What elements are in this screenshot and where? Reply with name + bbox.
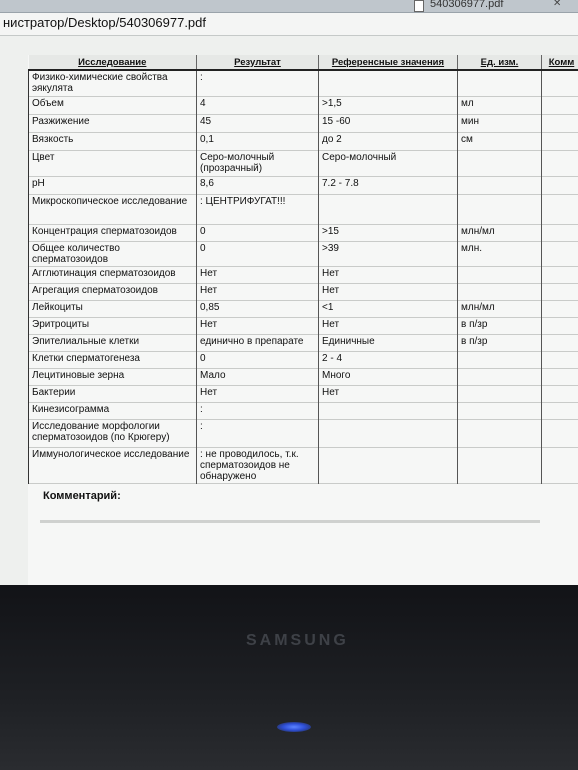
table-row xyxy=(29,266,578,283)
cell-comment xyxy=(542,334,578,351)
table-row xyxy=(29,283,578,300)
cell-reference: <1 xyxy=(319,300,458,317)
cell-comment xyxy=(542,241,578,266)
cell-name: pH xyxy=(29,176,197,194)
table-row xyxy=(29,132,578,150)
table-row xyxy=(29,224,578,241)
cell-name: Эпителиальные клетки xyxy=(29,334,197,351)
cell-name: Эритроциты xyxy=(29,317,197,334)
cell-reference: 2 - 4 xyxy=(319,351,458,368)
cell-name: Общее количество сперматозоидов xyxy=(29,241,197,266)
cell-name: Агрегация сперматозоидов xyxy=(29,283,197,300)
cell-unit xyxy=(458,150,542,176)
cell-name: Иммунологическое исследование xyxy=(29,447,197,483)
cell-reference: Нет xyxy=(319,317,458,334)
table-row xyxy=(29,334,578,351)
table-row xyxy=(29,150,578,176)
table-row xyxy=(29,317,578,334)
cell-result: Нет xyxy=(197,385,319,402)
cell-name: Вязкость xyxy=(29,132,197,150)
table-row xyxy=(29,194,578,224)
cell-unit xyxy=(458,176,542,194)
cell-comment xyxy=(542,224,578,241)
header-reference: Референсные значения xyxy=(319,55,458,70)
cell-name: Исследование морфологии сперматозоидов (по Крюгеру) xyxy=(29,419,197,447)
cell-unit xyxy=(458,402,542,419)
cell-unit: млн/мл xyxy=(458,224,542,241)
cell-name: Микроскопическое исследование xyxy=(29,194,197,224)
table-row xyxy=(29,70,578,96)
cell-reference xyxy=(319,194,458,224)
cell-name: Кинезисограмма xyxy=(29,402,197,419)
cell-reference: >1,5 xyxy=(319,96,458,114)
cell-result: единично в препарате xyxy=(197,334,319,351)
cell-comment xyxy=(542,150,578,176)
table-row xyxy=(29,96,578,114)
cell-reference: >15 xyxy=(319,224,458,241)
cell-unit xyxy=(458,194,542,224)
cell-comment xyxy=(542,402,578,419)
cell-result: : xyxy=(197,70,319,96)
cell-unit xyxy=(458,419,542,447)
cell-reference: >39 xyxy=(319,241,458,266)
cell-name: Концентрация сперматозоидов xyxy=(29,224,197,241)
cell-comment xyxy=(542,300,578,317)
comment-title: Комментарий: xyxy=(43,490,121,502)
cell-result: : ЦЕНТРИФУГАТ!!! xyxy=(197,194,319,224)
power-led-icon xyxy=(277,722,311,732)
table-row xyxy=(29,447,578,483)
cell-reference: Нет xyxy=(319,266,458,283)
cell-unit xyxy=(458,351,542,368)
cell-unit xyxy=(458,70,542,96)
monitor-bezel xyxy=(0,585,578,770)
cell-unit xyxy=(458,266,542,283)
cell-comment xyxy=(542,368,578,385)
cell-comment xyxy=(542,266,578,283)
brand-logo: SAMSUNG xyxy=(246,632,349,649)
blurred-text-line xyxy=(40,520,540,523)
cell-result: Нет xyxy=(197,283,319,300)
cell-reference: 15 -60 xyxy=(319,114,458,132)
cell-reference: Единичные xyxy=(319,334,458,351)
cell-result: 45 xyxy=(197,114,319,132)
cell-name: Лецитиновые зерна xyxy=(29,368,197,385)
cell-result: 0 xyxy=(197,241,319,266)
cell-reference: до 2 xyxy=(319,132,458,150)
cell-comment xyxy=(542,176,578,194)
cell-comment xyxy=(542,447,578,483)
cell-result: : xyxy=(197,419,319,447)
cell-comment xyxy=(542,385,578,402)
close-icon[interactable]: ✕ xyxy=(553,0,562,9)
cell-reference xyxy=(319,70,458,96)
address-text[interactable]: нистратор/Desktop/540306977.pdf xyxy=(3,15,207,30)
cell-reference: Нет xyxy=(319,385,458,402)
cell-unit xyxy=(458,368,542,385)
cell-comment xyxy=(542,96,578,114)
cell-result: 0,85 xyxy=(197,300,319,317)
cell-result: Мало xyxy=(197,368,319,385)
cell-comment xyxy=(542,351,578,368)
cell-name: Лейкоциты xyxy=(29,300,197,317)
cell-result: Серо-молочный (прозрачный) xyxy=(197,150,319,176)
cell-name: Объем xyxy=(29,96,197,114)
cell-comment xyxy=(542,194,578,224)
table-header-row xyxy=(29,55,578,70)
table-row xyxy=(29,241,578,266)
cell-comment xyxy=(542,132,578,150)
cell-name: Агглютинация сперматозоидов xyxy=(29,266,197,283)
header-result: Результат xyxy=(197,55,319,70)
cell-comment xyxy=(542,114,578,132)
cell-name: Клетки сперматогенеза xyxy=(29,351,197,368)
table-row xyxy=(29,368,578,385)
cell-result: 4 xyxy=(197,96,319,114)
cell-unit xyxy=(458,385,542,402)
table-row xyxy=(29,176,578,194)
cell-unit: см xyxy=(458,132,542,150)
results-table xyxy=(28,55,578,484)
cell-unit xyxy=(458,447,542,483)
table-row xyxy=(29,300,578,317)
cell-comment xyxy=(542,283,578,300)
tab-title[interactable]: 540306977.pdf xyxy=(430,0,504,10)
table-row xyxy=(29,351,578,368)
cell-reference xyxy=(319,419,458,447)
cell-result: Нет xyxy=(197,317,319,334)
header-test: Исследование xyxy=(29,55,197,70)
cell-unit: мл xyxy=(458,96,542,114)
cell-name: Физико-химические свойства эякулята xyxy=(29,70,197,96)
cell-result: 0 xyxy=(197,224,319,241)
cell-result: Нет xyxy=(197,266,319,283)
cell-comment xyxy=(542,70,578,96)
cell-name: Бактерии xyxy=(29,385,197,402)
cell-reference: Нет xyxy=(319,283,458,300)
table-row xyxy=(29,402,578,419)
table-row xyxy=(29,114,578,132)
pdf-page xyxy=(28,55,578,585)
table-row xyxy=(29,385,578,402)
cell-result: 0,1 xyxy=(197,132,319,150)
cell-unit: мин xyxy=(458,114,542,132)
tab-bar xyxy=(0,0,578,13)
cell-comment xyxy=(542,419,578,447)
cell-unit: в п/зр xyxy=(458,317,542,334)
header-comment: Комм xyxy=(542,55,578,70)
cell-unit: в п/зр xyxy=(458,334,542,351)
address-bar[interactable] xyxy=(0,13,578,36)
cell-name: Разжижение xyxy=(29,114,197,132)
cell-reference xyxy=(319,447,458,483)
cell-unit xyxy=(458,283,542,300)
pdf-file-icon xyxy=(414,0,424,12)
table-row xyxy=(29,419,578,447)
cell-comment xyxy=(542,317,578,334)
cell-result: 8,6 xyxy=(197,176,319,194)
header-unit: Ед. изм. xyxy=(458,55,542,70)
cell-unit: млн. xyxy=(458,241,542,266)
cell-result: : xyxy=(197,402,319,419)
cell-reference: 7.2 - 7.8 xyxy=(319,176,458,194)
cell-reference: Серо-молочный xyxy=(319,150,458,176)
cell-result: 0 xyxy=(197,351,319,368)
cell-result: : не проводилось, т.к. сперматозоидов не обнаружено xyxy=(197,447,319,483)
cell-reference xyxy=(319,402,458,419)
cell-reference: Много xyxy=(319,368,458,385)
cell-unit: млн/мл xyxy=(458,300,542,317)
cell-name: Цвет xyxy=(29,150,197,176)
